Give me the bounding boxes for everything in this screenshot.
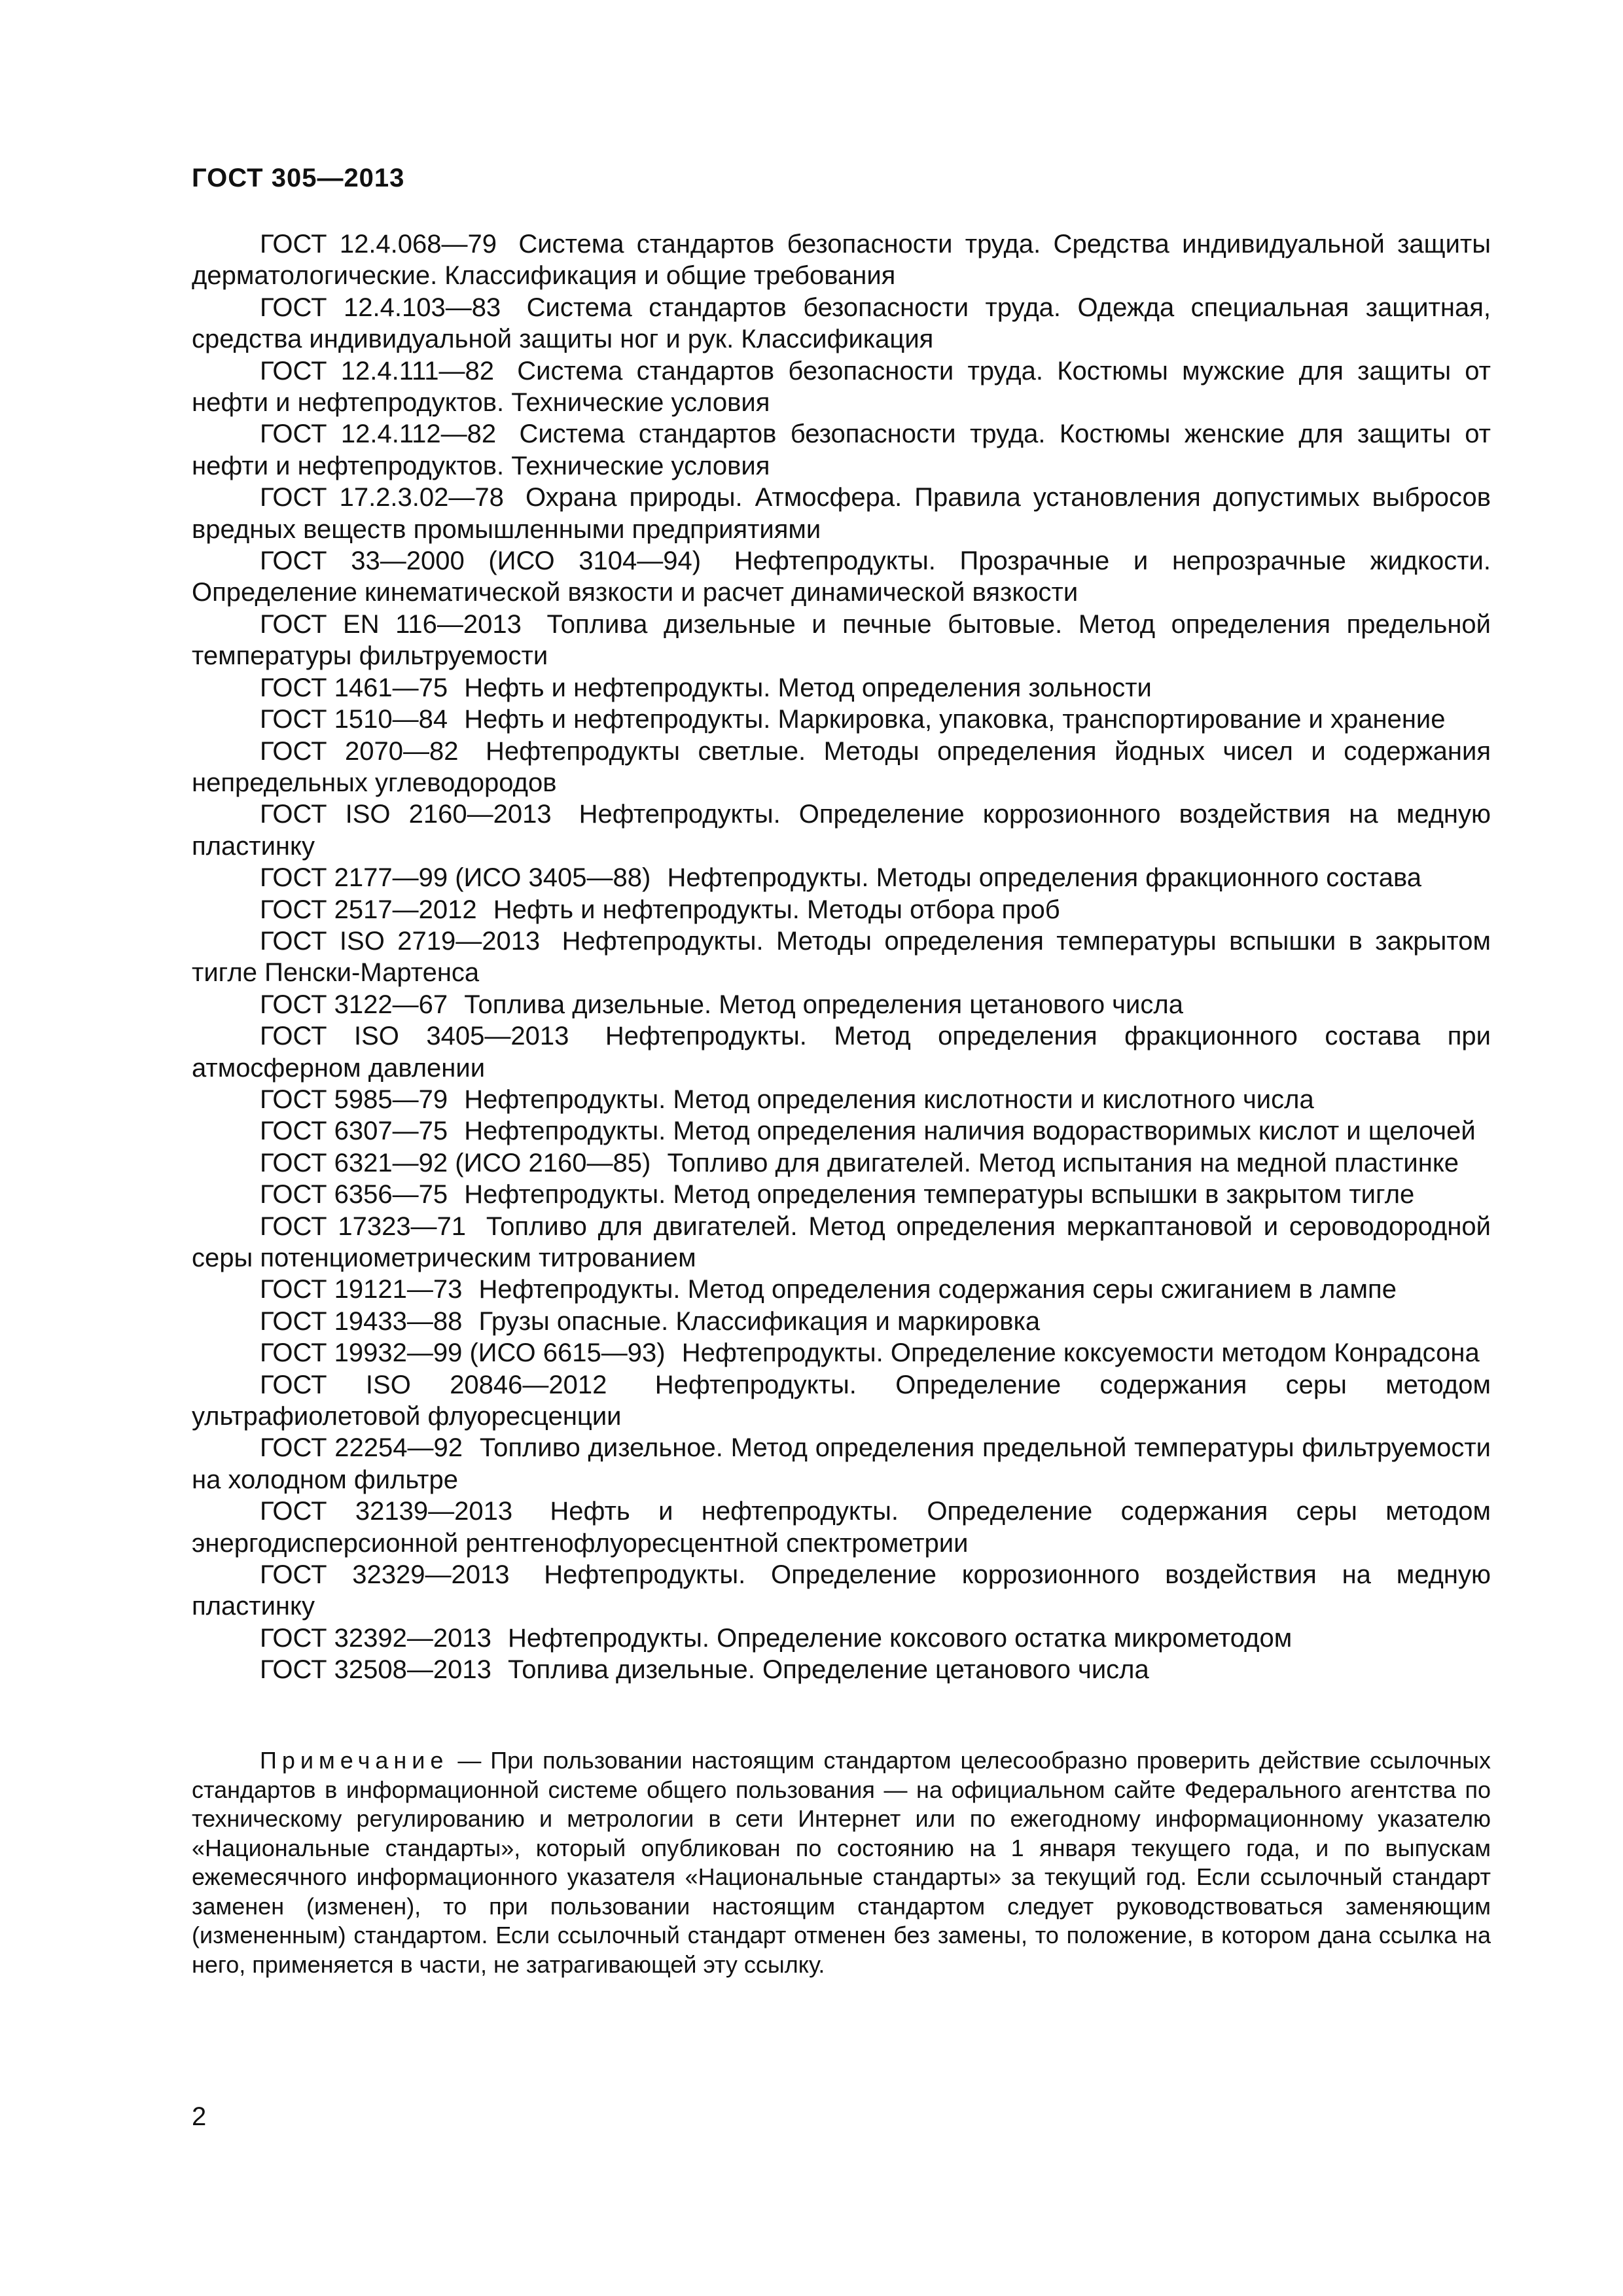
reference-title: Нефтепродукты. Методы определения температуры вспышки в закрытом тигле Пенски-Мартенса [192,926,1491,988]
reference-code: ГОСТ ISO 2160—2013 [260,800,552,829]
document-header: ГОСТ 305—2013 [192,164,405,192]
reference-title: Нефтепродукты. Определение коксового остатка микрометодом [507,1623,1293,1653]
reference-entry [192,1432,1491,1496]
reference-entry [192,228,1491,292]
reference-title: Нефть и нефтепродукты. Метод определения зольности [464,673,1152,702]
page-number: 2 [192,2102,207,2131]
reference-code: ГОСТ 32139—2013 [260,1497,513,1526]
reference-entry [192,1337,1491,1369]
reference-title: Грузы опасные. Классификация и маркировка [478,1306,1041,1336]
reference-title: Система стандартов безопасности труда. Костюмы мужские для защиты от нефти и нефтепродуктов. Технические условия [192,356,1491,418]
reference-entry [192,418,1491,482]
reference-title: Система стандартов безопасности труда. Средства индивидуальной защиты дерматологические. Классификация и общие требования [192,230,1491,291]
reference-title: Нефтепродукты. Метод определения кислотности и кислотного числа [464,1085,1314,1114]
reference-code: ГОСТ 1461—75 [260,673,448,702]
reference-code: ГОСТ 19932—99 (ИСО 6615—93) [260,1338,666,1368]
reference-entry [192,1274,1491,1305]
reference-title: Топливо дизельное. Метод определения предельной температуры фильтруемости на холодном фильтре [192,1433,1491,1494]
note-label: Примечание [260,1747,449,1774]
reference-entry [192,1654,1491,1685]
reference-title: Топливо для двигателей. Метод испытания на медной пластинке [667,1148,1459,1177]
reference-code: ГОСТ 3122—67 [260,990,448,1019]
reference-code: ГОСТ 1510—84 [260,705,448,734]
reference-code: ГОСТ 33—2000 (ИСО 3104—94) [260,547,702,576]
reference-entry [192,1147,1491,1179]
reference-code: ГОСТ 2070—82 [260,736,459,766]
reference-code: ГОСТ 32392—2013 [260,1623,491,1653]
reference-title: Топливо для двигателей. Метод определения меркаптановой и сероводородной серы потенциометрическим титрованием [192,1211,1491,1272]
reference-entry [192,798,1491,862]
reference-entry [192,1306,1491,1337]
reference-entry [192,292,1491,355]
reference-title: Нефтепродукты. Определение коррозионного воздействия на медную пластинку [192,800,1491,861]
note-text: — При пользовании настоящим стандартом целесообразно проверить действие ссылочных стандартов в информационной системе общего пользования — на официальном сайте Федерального агентства по техническому регулированию и метрологии в сети Интернет или по ежегодному информационному указателю «Национальные стандарты», который опубликован по состоянию на 1 января текущего года, и по выпускам ежемесячного информационного указателя «Национальные стандарты» за текущий год. Если ссылочный стандарт заменен (изменен), то при пользовании настоящим стандартом следует руководствоваться заменяющим (измененным) стандартом. Если ссылочный стандарт отменен без замены, то положение, в котором дана ссылка на него, применяется в части, не затрагивающей эту ссылку. [192,1747,1491,1978]
reference-entry [192,862,1491,893]
reference-code: ГОСТ 19121—73 [260,1275,463,1304]
reference-entry [192,1020,1491,1084]
reference-title: Нефть и нефтепродукты. Методы отбора проб [493,895,1060,924]
reference-title: Нефтепродукты. Метод определения фракционного состава при атмосферном давлении [192,1022,1491,1083]
reference-title: Нефть и нефтепродукты. Определение содержания серы методом энергодисперсионной рентгенофлуоресцентной спектрометрии [192,1497,1491,1558]
reference-code: ГОСТ 2177—99 (ИСО 3405—88) [260,863,651,893]
reference-code: ГОСТ 17323—71 [260,1211,467,1241]
reference-code: ГОСТ 17.2.3.02—78 [260,483,504,512]
reference-entry [192,355,1491,419]
reference-entry [192,672,1491,704]
reference-title: Топлива дизельные. Определение цетанового числа [507,1655,1149,1685]
reference-code: ГОСТ 2517—2012 [260,895,477,924]
reference-code: ГОСТ 32508—2013 [260,1655,491,1685]
reference-title: Топлива дизельные. Метод определения цетанового числа [464,990,1183,1019]
reference-code: ГОСТ ISO 20846—2012 [260,1370,607,1399]
reference-title: Нефтепродукты. Метод определения содержания серы сжиганием в лампе [478,1275,1397,1304]
normative-references-list [192,228,1491,1686]
reference-entry [192,1496,1491,1559]
reference-title: Нефтепродукты. Определение коксуемости методом Конрадсона [681,1338,1480,1368]
reference-title: Нефть и нефтепродукты. Маркировка, упаковка, транспортирование и хранение [464,705,1446,734]
reference-entry [192,894,1491,925]
reference-entry [192,989,1491,1020]
reference-entry [192,1623,1491,1654]
reference-code: ГОСТ 12.4.103—83 [260,293,501,322]
reference-entry [192,1179,1491,1210]
reference-title: Топлива дизельные и печные бытовые. Метод определения предельной температуры фильтруемости [192,609,1491,671]
reference-code: ГОСТ 12.4.068—79 [260,230,497,259]
reference-entry [192,704,1491,735]
reference-code: ГОСТ ISO 3405—2013 [260,1022,569,1051]
reference-title: Нефтепродукты светлые. Методы определения йодных чисел и содержания непредельных углеводородов [192,736,1491,797]
reference-title: Нефтепродукты. Определение коррозионного воздействия на медную пластинку [192,1560,1491,1621]
reference-code: ГОСТ ISO 2719—2013 [260,926,541,956]
reference-entry [192,1115,1491,1147]
reference-code: ГОСТ 19433—88 [260,1306,463,1336]
reference-entry [192,1211,1491,1274]
reference-entry [192,609,1491,672]
reference-entry [192,482,1491,545]
reference-code: ГОСТ 6321—92 (ИСО 2160—85) [260,1148,651,1177]
reference-code: ГОСТ 6307—75 [260,1117,448,1146]
reference-entry [192,1369,1491,1433]
reference-code: ГОСТ 12.4.111—82 [260,356,495,386]
reference-entry [192,925,1491,989]
reference-entry [192,1084,1491,1115]
reference-title: Система стандартов безопасности труда. Костюмы женские для защиты от нефти и нефтепродуктов. Технические условия [192,420,1491,480]
reference-code: ГОСТ 5985—79 [260,1085,448,1114]
reference-entry [192,736,1491,799]
reference-entry [192,545,1491,609]
reference-title: Охрана природы. Атмосфера. Правила установления допустимых выбросов вредных веществ промышленными предприятиями [192,483,1491,544]
reference-title: Нефтепродукты. Методы определения фракционного состава [667,863,1422,893]
reference-code: ГОСТ 22254—92 [260,1433,463,1463]
reference-title: Нефтепродукты. Метод определения наличия водорастворимых кислот и щелочей [464,1117,1476,1146]
reference-title: Нефтепродукты. Прозрачные и непрозрачные жидкости. Определение кинематической вязкости и расчет динамической вязкости [192,547,1491,607]
reference-title: Система стандартов безопасности труда. Одежда специальная защитная, средства индивидуальной защиты ног и рук. Классификация [192,293,1491,354]
reference-code: ГОСТ 12.4.112—82 [260,420,497,449]
note-paragraph [192,1746,1491,1979]
reference-code: ГОСТ EN 116—2013 [260,609,522,639]
reference-title: Нефтепродукты. Метод определения температуры вспышки в закрытом тигле [464,1180,1415,1210]
reference-code: ГОСТ 32329—2013 [260,1560,510,1590]
reference-code: ГОСТ 6356—75 [260,1180,448,1210]
reference-entry [192,1559,1491,1623]
reference-title: Нефтепродукты. Определение содержания серы методом ультрафиолетовой флуоресценции [192,1370,1491,1431]
